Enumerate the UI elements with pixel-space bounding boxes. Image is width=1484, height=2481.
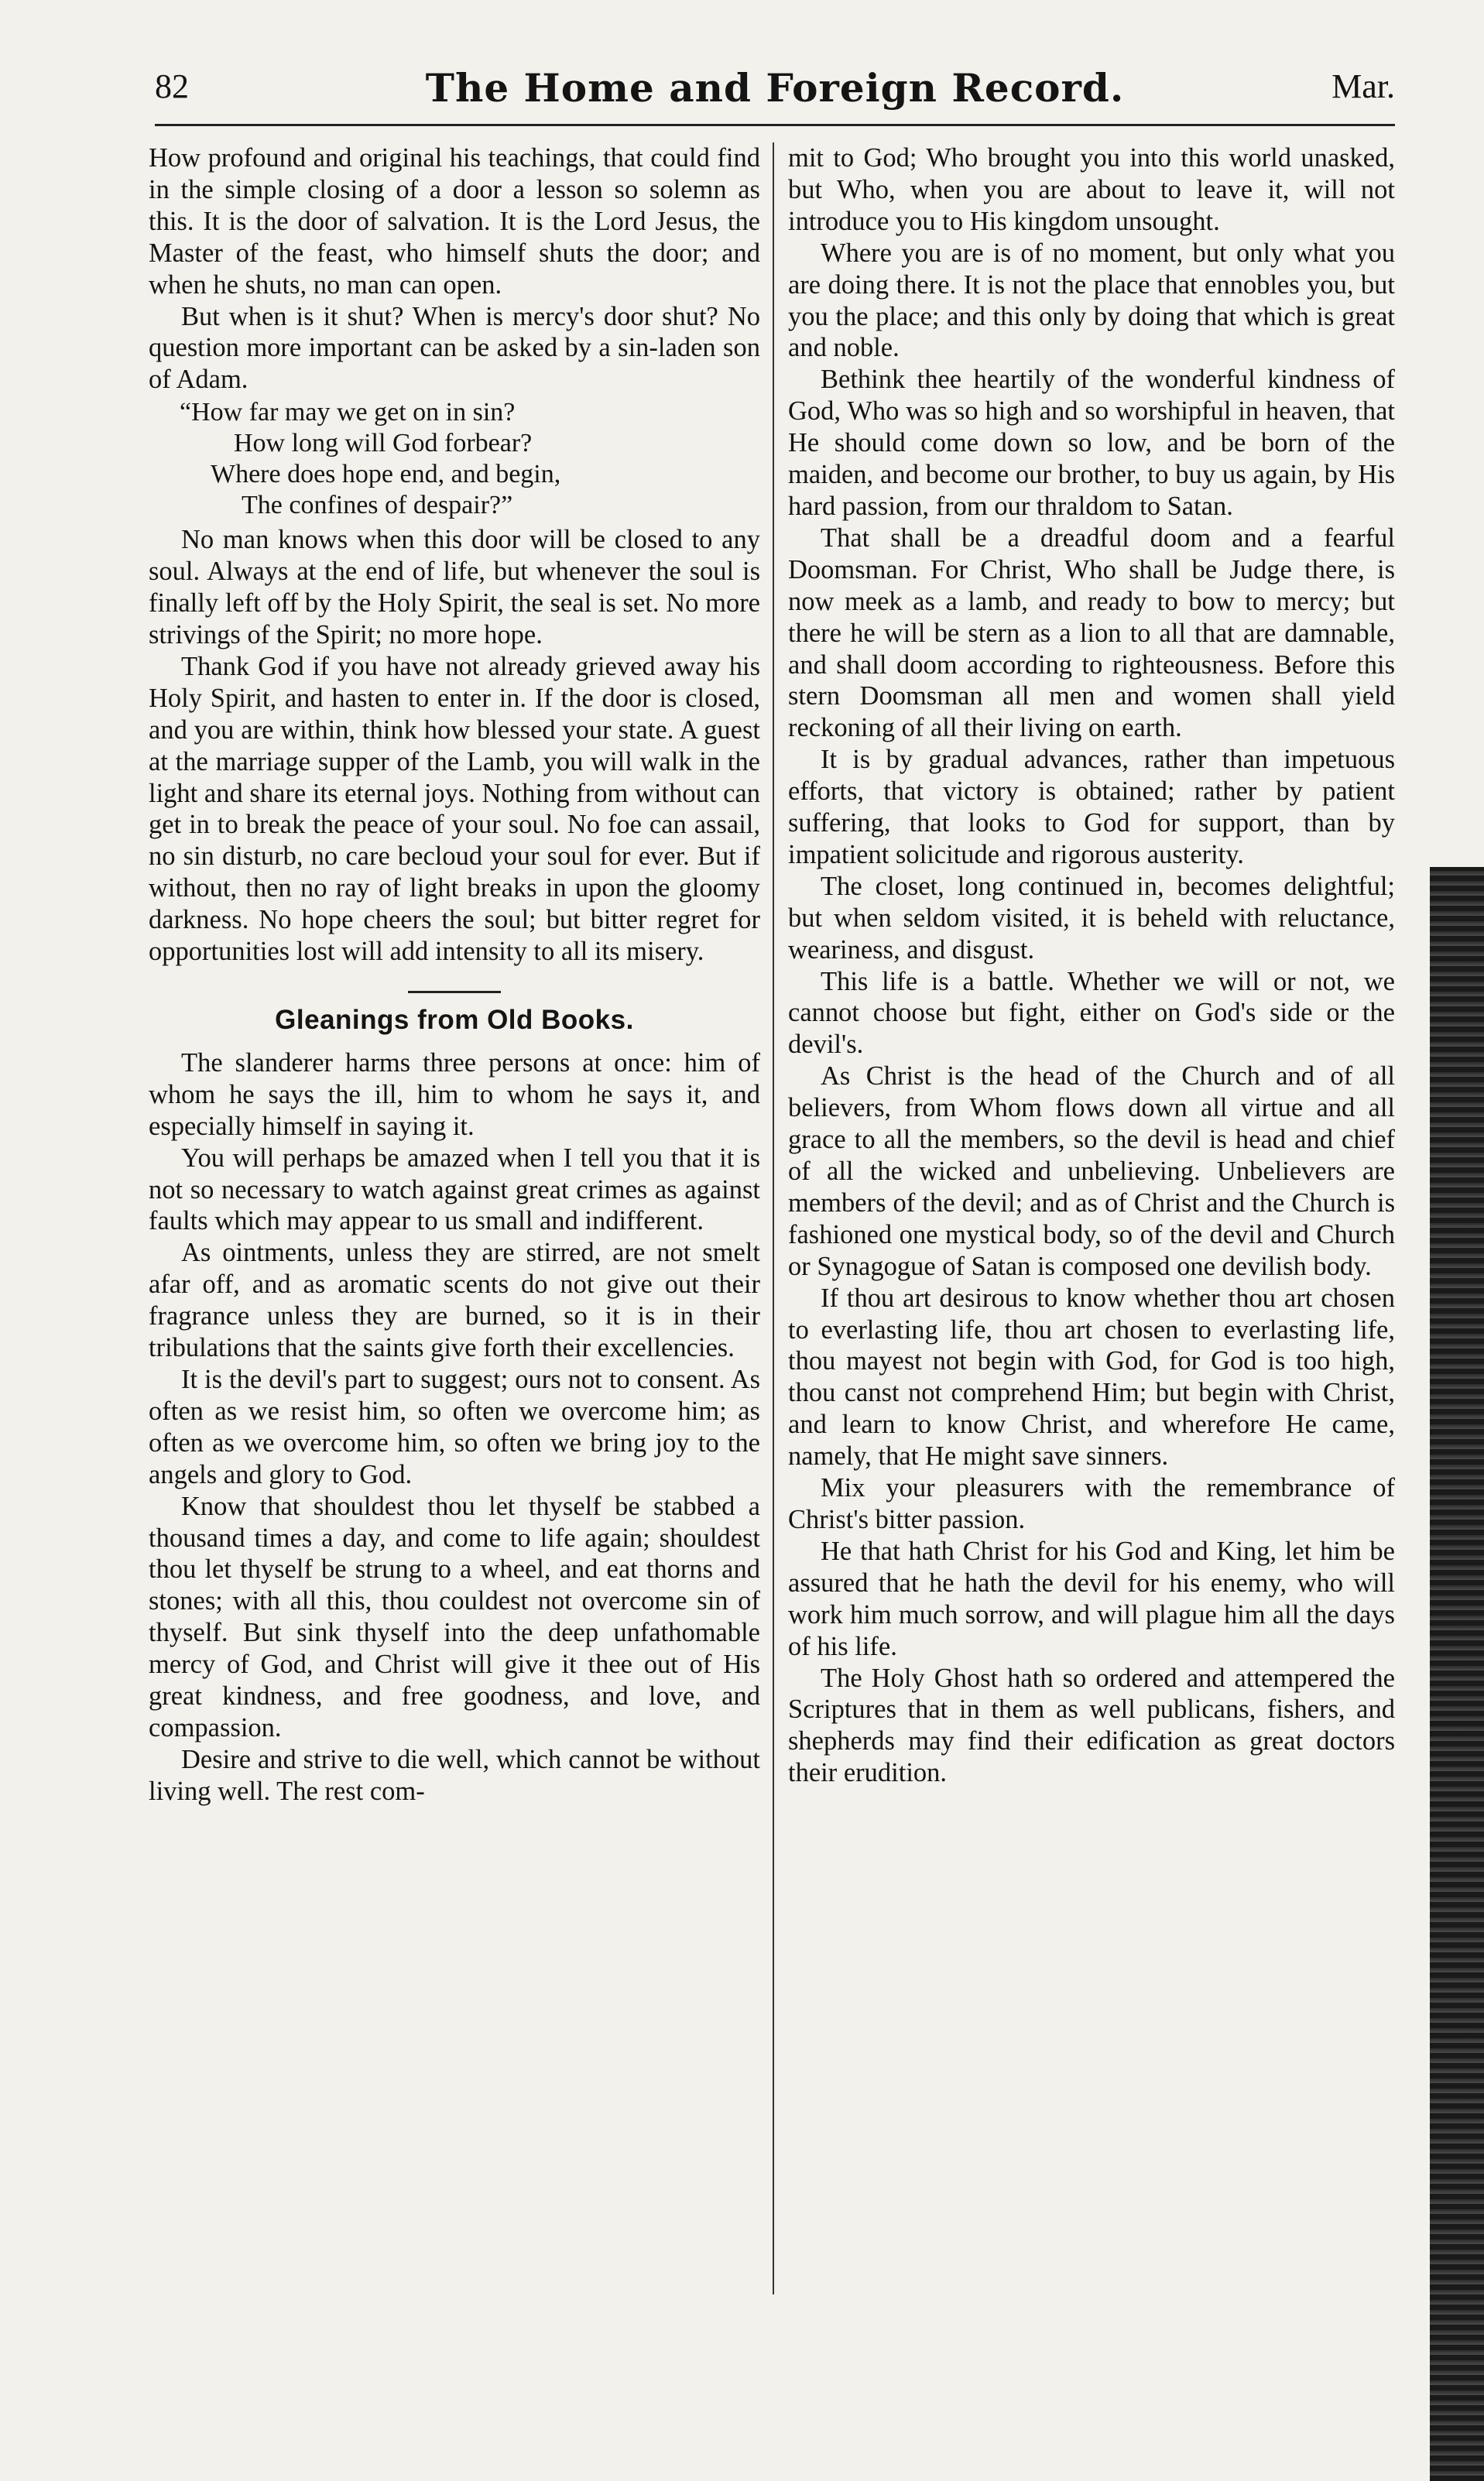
verse-line: Where does hope end, and begin,: [211, 460, 561, 489]
paragraph: If thou art desirous to know whether thou art chosen to everlasting life, thou art chosen to everlasting life, thou mayest not begin with God, for God is too high, thou canst not comprehend Him; but begin with Christ, and learn to know Christ, and wherefore He came, namely, that He might save sinners.: [788, 1283, 1395, 1472]
paragraph: As Christ is the head of the Church and of all believers, from Whom flows down all virtue and all grace to all the members, so the devil is head and chief of all the wicked and unbelieving. Unbelievers are members of the devil; and as of Christ and the Church is fashioned one mystical body, so of the devil and Church or Synagogue of Satan is composed one devilish body.: [788, 1061, 1395, 1281]
paragraph: The Holy Ghost hath so ordered and attempered the Scriptures that in them as well publicans, fishers, and shepherds may find their edification as great doctors their erudition.: [788, 1663, 1395, 1788]
paragraph: Thank God if you have not already grieved away his Holy Spirit, and hasten to enter in. If the door is closed, and you are within, think how blessed your state. A guest at the marriage supper of the Lamb, you will walk in the light and share its eternal joys. Nothing from without can get in to break the peace of your soul. No foe can assail, no sin disturb, no care becloud your soul for ever. But if without, then no ray of light breaks in upon the gloomy darkness. No hope cheers the soul; but bitter regret for opportunities lost will add intensity to all its misery.: [149, 651, 760, 967]
verse-quote: [149, 397, 760, 521]
paragraph: It is the devil's part to suggest; ours not to consent. As often as we resist him, so often we overcome him; as often as we overcome him, so often we bring joy to the angels and glory to God.: [149, 1365, 760, 1489]
paragraph: mit to God; Who brought you into this world unasked, but Who, when you are about to leave it, will not introduce you to His kingdom unsought.: [788, 143, 1395, 236]
paragraph: You will perhaps be amazed when I tell you that it is not so necessary to watch against great crimes as against faults which may appear to us small and indifferent.: [149, 1143, 760, 1236]
running-month: Mar.: [1331, 67, 1395, 105]
page-header: [155, 67, 1395, 121]
paragraph: Know that shouldest thou let thyself be stabbed a thousand times a day, and come to life again; shouldest thou let thyself be strung to a wheel, and eat thorns and stones; with all this, thou couldest not overcome sin of thyself. But sink thyself into the deep unfathomable mercy of God, and Christ will give it thee out of His great kindness, and free goodness, and love, and compassion.: [149, 1491, 760, 1743]
right-column: [788, 142, 1395, 2310]
paragraph: The slanderer harms three persons at once: him of whom he says the ill, him to whom he says it, and especially himself in saying it.: [149, 1047, 760, 1141]
paragraph: Bethink thee heartily of the wonderful kindness of God, Who was so high and so worshipful in heaven, that He should come down so low, and be born of the maiden, and become our brother, to buy us again, by His hard passion, from our thraldom to Satan.: [788, 365, 1395, 521]
paragraph: This life is a battle. Whether we will or not, we cannot choose but fight, either on God's side or the devil's.: [788, 966, 1395, 1060]
running-title: The Home and Foreign Record.: [425, 65, 1125, 111]
verse-line: The confines of despair?”: [242, 491, 513, 520]
paragraph: Desire and strive to die well, which cannot be without living well. The rest com-: [149, 1744, 760, 1806]
paragraph: How profound and original his teachings, that could find in the simple closing of a door a lesson so solemn as this. It is the door of salvation. It is the Lord Jesus, the Master of the feast, who himself shuts the door; and when he shuts, no man can open.: [149, 143, 760, 300]
paragraph: As ointments, unless they are stirred, are not smelt afar off, and as aromatic scents do not give out their fragrance unless they are burned, so it is in their tribulations that the saints give forth their excellencies.: [149, 1238, 760, 1363]
section-divider: [408, 991, 501, 993]
paragraph: No man knows when this door will be closed to any soul. Always at the end of life, but whenever the soul is finally left off by the Holy Spirit, the seal is set. No more strivings of the Spirit; no more hope.: [149, 525, 760, 649]
column-divider: [773, 142, 774, 2294]
paragraph: That shall be a dreadful doom and a fearful Doomsman. For Christ, Who shall be Judge there, is now meek as a lamb, and ready to bow to mercy; but there he will be stern as a lion to all that are damnable, and shall doom according to righteousness. Before this stern Doomsman all men and women shall yield reckoning of all their living on earth.: [788, 523, 1395, 743]
header-rule: [155, 124, 1395, 126]
paragraph: Where you are is of no moment, but only what you are doing there. It is not the place that ennobles you, but you the place; and this only by doing that which is great and noble.: [788, 238, 1395, 363]
paragraph: The closet, long continued in, becomes delightful; but when seldom visited, it is beheld with reluctance, weariness, and disgust.: [788, 871, 1395, 965]
verse-line: “How far may we get on in sin?: [180, 398, 516, 427]
verse-line: How long will God forbear?: [234, 429, 533, 458]
section-heading: Gleanings from Old Books.: [275, 1004, 634, 1035]
left-column: [149, 142, 760, 2310]
paragraph: Mix your pleasurers with the remembrance of Christ's bitter passion.: [788, 1473, 1395, 1534]
paragraph: He that hath Christ for his God and King, let him be assured that he hath the devil for his enemy, who will work him much sorrow, and will plague him all the days of his life.: [788, 1536, 1395, 1661]
page-number: 82: [155, 67, 189, 105]
scan-edge-shadow: [1430, 867, 1484, 2481]
paragraph: But when is it shut? When is mercy's door shut? No question more important can be asked by a sin-laden son of Adam.: [149, 301, 760, 395]
paragraph: It is by gradual advances, rather than impetuous efforts, that victory is obtained; rather by patient suffering, that looks to God for support, than by impatient solicitude and rigorous austerity.: [788, 745, 1395, 869]
